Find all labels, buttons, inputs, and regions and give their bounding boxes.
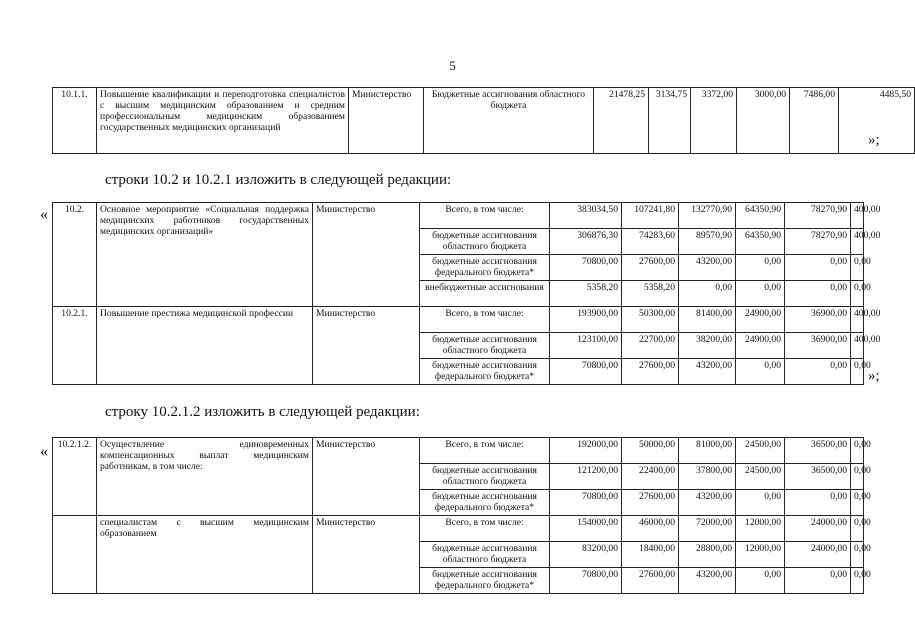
value-cell: 43200,00	[679, 490, 736, 516]
opening-quote-3: «	[40, 443, 48, 460]
value-cell: 0,00	[851, 568, 864, 594]
funding-source-cell: бюджетные ассигнования областного бюджета	[420, 542, 550, 568]
row-number-cell: 10.2.1.	[53, 307, 97, 385]
row-number-cell	[53, 516, 97, 594]
executor-cell: Министерство	[313, 203, 420, 307]
value-cell: 123100,00	[550, 333, 622, 359]
funding-source-cell: бюджетные ассигнования федерального бюджета*	[420, 490, 550, 516]
funding-source-cell: Бюджетные ассигнования областного бюджета	[424, 88, 594, 154]
funding-source-cell: бюджетные ассигнования федерального бюджета*	[420, 359, 550, 385]
value-cell: 0,00	[851, 438, 864, 464]
value-cell: 400,00	[851, 307, 864, 333]
value-cell: 400,00	[851, 203, 864, 229]
value-cell: 0,00	[736, 490, 785, 516]
value-cell: 89570,90	[679, 229, 736, 255]
closing-quote-2: »;	[868, 368, 880, 384]
executor-cell: Министерство	[313, 438, 420, 516]
value-cell: 27600,00	[622, 490, 679, 516]
table-10-1-1	[52, 87, 915, 154]
value-cell: 4485,50	[839, 88, 915, 154]
value-cell: 24500,00	[736, 464, 785, 490]
page-number: 5	[449, 58, 456, 73]
value-cell: 70800,00	[550, 568, 622, 594]
activity-name-cell: специалистам с высшим медицинским образованием	[97, 516, 313, 594]
opening-quote-2: «	[40, 206, 48, 223]
row-number-cell: 10.2.	[53, 203, 97, 307]
funding-source-cell: бюджетные ассигнования областного бюджета	[420, 229, 550, 255]
value-cell: 0,00	[851, 359, 864, 385]
section-heading-2: строку 10.2.1.2 изложить в следующей редакции:	[105, 404, 420, 420]
executor-cell: Министерство	[349, 88, 424, 154]
value-cell: 121200,00	[550, 464, 622, 490]
value-cell: 78270,90	[785, 229, 851, 255]
value-cell: 3000,00	[737, 88, 790, 154]
section-heading-1: строки 10.2 и 10.2.1 изложить в следующей редакции:	[105, 172, 452, 188]
value-cell: 28800,00	[679, 542, 736, 568]
funding-source-cell: бюджетные ассигнования областного бюджета	[420, 333, 550, 359]
funding-source-cell: бюджетные ассигнования областного бюджета	[420, 464, 550, 490]
value-cell: 5358,20	[550, 281, 622, 307]
table-row	[53, 438, 864, 464]
value-cell: 27600,00	[622, 568, 679, 594]
value-cell: 0,00	[736, 255, 785, 281]
value-cell: 24000,00	[785, 516, 851, 542]
value-cell: 74283,60	[622, 229, 679, 255]
activity-name-cell: Основное мероприятие «Социальная поддержка медицинских работников государственных медицинских организаций»	[97, 203, 313, 307]
value-cell: 78270,90	[785, 203, 851, 229]
value-cell: 0,00	[851, 490, 864, 516]
value-cell: 50300,00	[622, 307, 679, 333]
value-cell: 7486,00	[790, 88, 839, 154]
activity-name-cell: Повышение квалификации и переподготовка специалистов с высшим медицинским образованием и средним профессиональным медицинским образованием государственных медицинских организаций	[97, 88, 349, 154]
value-cell: 107241,80	[622, 203, 679, 229]
value-cell: 0,00	[851, 464, 864, 490]
value-cell: 306876,30	[550, 229, 622, 255]
value-cell: 64350,90	[736, 229, 785, 255]
value-cell: 27600,00	[622, 255, 679, 281]
value-cell: 12000,00	[736, 516, 785, 542]
table-10-2	[52, 202, 881, 385]
value-cell: 383034,50	[550, 203, 622, 229]
value-cell: 0,00	[851, 281, 864, 307]
value-cell: 81400,00	[679, 307, 736, 333]
value-cell: 38200,00	[679, 333, 736, 359]
funding-source-cell: Всего, в том числе:	[420, 203, 550, 229]
value-cell: 0,00	[736, 281, 785, 307]
value-cell: 5358,20	[622, 281, 679, 307]
value-cell: 3372,00	[691, 88, 737, 154]
value-cell: 24000,00	[785, 542, 851, 568]
value-cell: 70800,00	[550, 490, 622, 516]
value-cell: 400,00	[851, 333, 864, 359]
table-row	[53, 88, 915, 154]
value-cell: 22400,00	[622, 464, 679, 490]
value-cell: 24900,00	[736, 307, 785, 333]
table-row	[53, 516, 864, 542]
value-cell: 24500,00	[736, 438, 785, 464]
value-cell: 12000,00	[736, 542, 785, 568]
value-cell: 24900,00	[736, 333, 785, 359]
value-cell: 43200,00	[679, 568, 736, 594]
row-number-cell: 10.1.1.	[53, 88, 97, 154]
value-cell: 0,00	[785, 281, 851, 307]
value-cell: 0,00	[679, 281, 736, 307]
value-cell: 21478,25	[594, 88, 649, 154]
value-cell: 154000,00	[550, 516, 622, 542]
value-cell: 400,00	[851, 229, 864, 255]
value-cell: 0,00	[851, 255, 864, 281]
row-number-cell: 10.2.1.2.	[53, 438, 97, 516]
executor-cell: Министерство	[313, 307, 420, 385]
value-cell: 50000,00	[622, 438, 679, 464]
value-cell: 0,00	[851, 542, 864, 568]
value-cell: 64350,90	[736, 203, 785, 229]
value-cell: 18400,00	[622, 542, 679, 568]
activity-name-cell: Осуществление единовременных компенсационных выплат медицинским работникам, в том числе:	[97, 438, 313, 516]
closing-quote-1: »;	[868, 132, 880, 148]
value-cell: 83200,00	[550, 542, 622, 568]
value-cell: 72000,00	[679, 516, 736, 542]
executor-cell: Министерство	[313, 516, 420, 594]
value-cell: 0,00	[785, 255, 851, 281]
value-cell: 36500,00	[785, 438, 851, 464]
value-cell: 70800,00	[550, 359, 622, 385]
table-10-2-1-2	[52, 437, 871, 594]
funding-source-cell: бюджетные ассигнования федерального бюджета*	[420, 568, 550, 594]
value-cell: 193900,00	[550, 307, 622, 333]
funding-source-cell: внебюджетные ассигнования	[420, 281, 550, 307]
value-cell: 81000,00	[679, 438, 736, 464]
value-cell: 0,00	[785, 568, 851, 594]
value-cell: 0,00	[785, 490, 851, 516]
value-cell: 46000,00	[622, 516, 679, 542]
value-cell: 3134,75	[649, 88, 691, 154]
value-cell: 27600,00	[622, 359, 679, 385]
value-cell: 132770,90	[679, 203, 736, 229]
value-cell: 36500,00	[785, 464, 851, 490]
value-cell: 0,00	[785, 359, 851, 385]
value-cell: 192000,00	[550, 438, 622, 464]
value-cell: 37800,00	[679, 464, 736, 490]
value-cell: 43200,00	[679, 359, 736, 385]
value-cell: 43200,00	[679, 255, 736, 281]
funding-source-cell: бюджетные ассигнования федерального бюджета*	[420, 255, 550, 281]
activity-name-cell: Повышение престижа медицинской профессии	[97, 307, 313, 385]
value-cell: 0,00	[736, 568, 785, 594]
value-cell: 70800,00	[550, 255, 622, 281]
funding-source-cell: Всего, в том числе:	[420, 307, 550, 333]
value-cell: 36900,00	[785, 307, 851, 333]
value-cell: 36900,00	[785, 333, 851, 359]
funding-source-cell: Всего, в том числе:	[420, 438, 550, 464]
value-cell: 22700,00	[622, 333, 679, 359]
funding-source-cell: Всего, в том числе:	[420, 516, 550, 542]
value-cell: 0,00	[736, 359, 785, 385]
table-row	[53, 203, 864, 229]
table-row	[53, 307, 864, 333]
value-cell: 0,00	[851, 516, 864, 542]
